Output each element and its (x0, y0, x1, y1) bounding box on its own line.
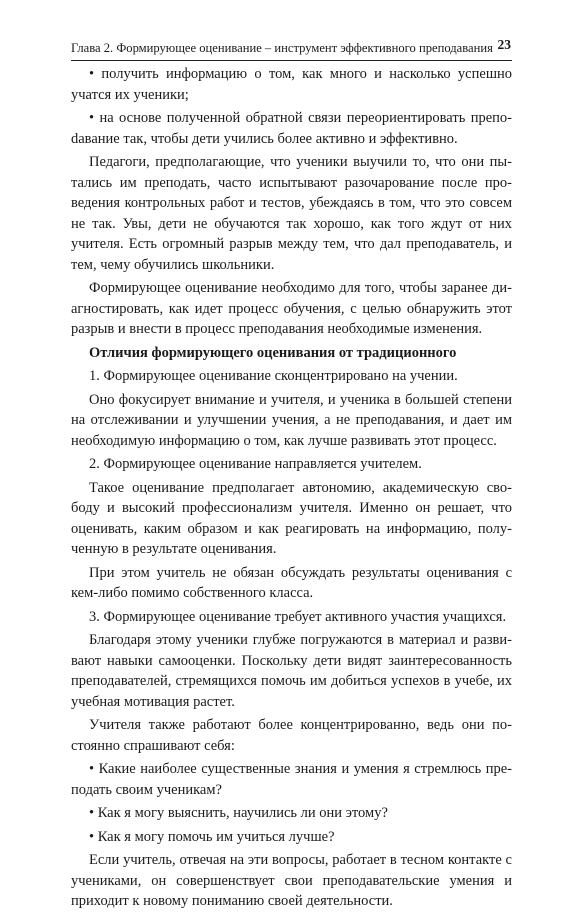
numbered-point: 2. Формирующее оценивание направляется учителем. (89, 456, 422, 472)
paragraph: Если учитель, отвечая на эти вопросы, работает в тесном контакте с учениками, он совершенствует свои преподавательские умения и приходит к новому пониманию своей деятельности. (71, 852, 512, 909)
running-head: Глава 2. Формирующее оценивание – инструмент эффективного преподавания (71, 41, 493, 55)
bullet-item: • на основе полученной обратной связи переориентировать препоdавание так, чтобы дети учились более активно и эффективно. (71, 110, 512, 147)
paragraph: Педагоги, предполагающие, что ученики выучили то, что они пытались им преподать, часто испытывают разочарование после проведения контрольных работ и тестов, убеждаясь в том, что это совсем не так. Увы, дети не обучаются так хорошо, как того ждут от них учителя. Есть огромный разрыв между тем, что дал преподаватель, и тем, чему обучились школьники. (71, 154, 512, 273)
paragraph: Учителя также работают более концентрированно, ведь они постоянно спрашивают себя: (71, 717, 512, 754)
bullet-item: • Как я могу выяснить, научились ли они этому? (89, 805, 388, 821)
paragraph: Формирующее оценивание необходимо для того, чтобы заранее диагностировать, как идет процесс обучения, с целью обнаружить этот разрыв и внести в процесс преподавания необходимые изменения. (71, 280, 512, 337)
bullet-item: • Как я могу помочь им учиться лучше? (89, 828, 335, 845)
paragraph: Благодаря этому ученики глубже погружаются в материал и развивают навыки самооценки. Поскольку дети видят заинтересованность преподавателей, стремящихся помочь им добиться успехов в учебе, их учебная мотивация растет. (71, 632, 512, 710)
numbered-point: 3. Формирующее оценивание требует активного участия учащихся. (89, 608, 507, 625)
bullet-item: • получить информацию о том, как много и насколько успешно учатся их ученики; (71, 66, 512, 103)
paragraph: При этом учитель не обязан обсуждать результаты оценивания с кем-либо помимо собственного класса. (71, 564, 512, 601)
page-number: 23 (497, 37, 511, 52)
paragraph: Оно фокусирует внимание и учителя, и ученика в большей степени на отслеживании и улучшении учения, а не преподавания, и дает им необходимую информацию о том, как лучше развивать этот процесс. (71, 391, 512, 449)
section-heading: Отличия формирующего оценивания от традиционного (89, 344, 457, 361)
body-text (71, 64, 512, 915)
numbered-point: 1. Формирующее оценивание сконцентрировано на учении. (89, 368, 458, 384)
header-rule (71, 60, 512, 61)
bullet-item: • Какие наиболее существенные знания и умения я стремлюсь преподать своим ученикам? (71, 761, 512, 798)
paragraph: Такое оценивание предполагает автономию, академическую свободу и высокий профессионализм учителя. Именно он решает, что оценивать, каким образом и как реагировать на информацию, полученную в результате оценивания. (71, 479, 512, 557)
